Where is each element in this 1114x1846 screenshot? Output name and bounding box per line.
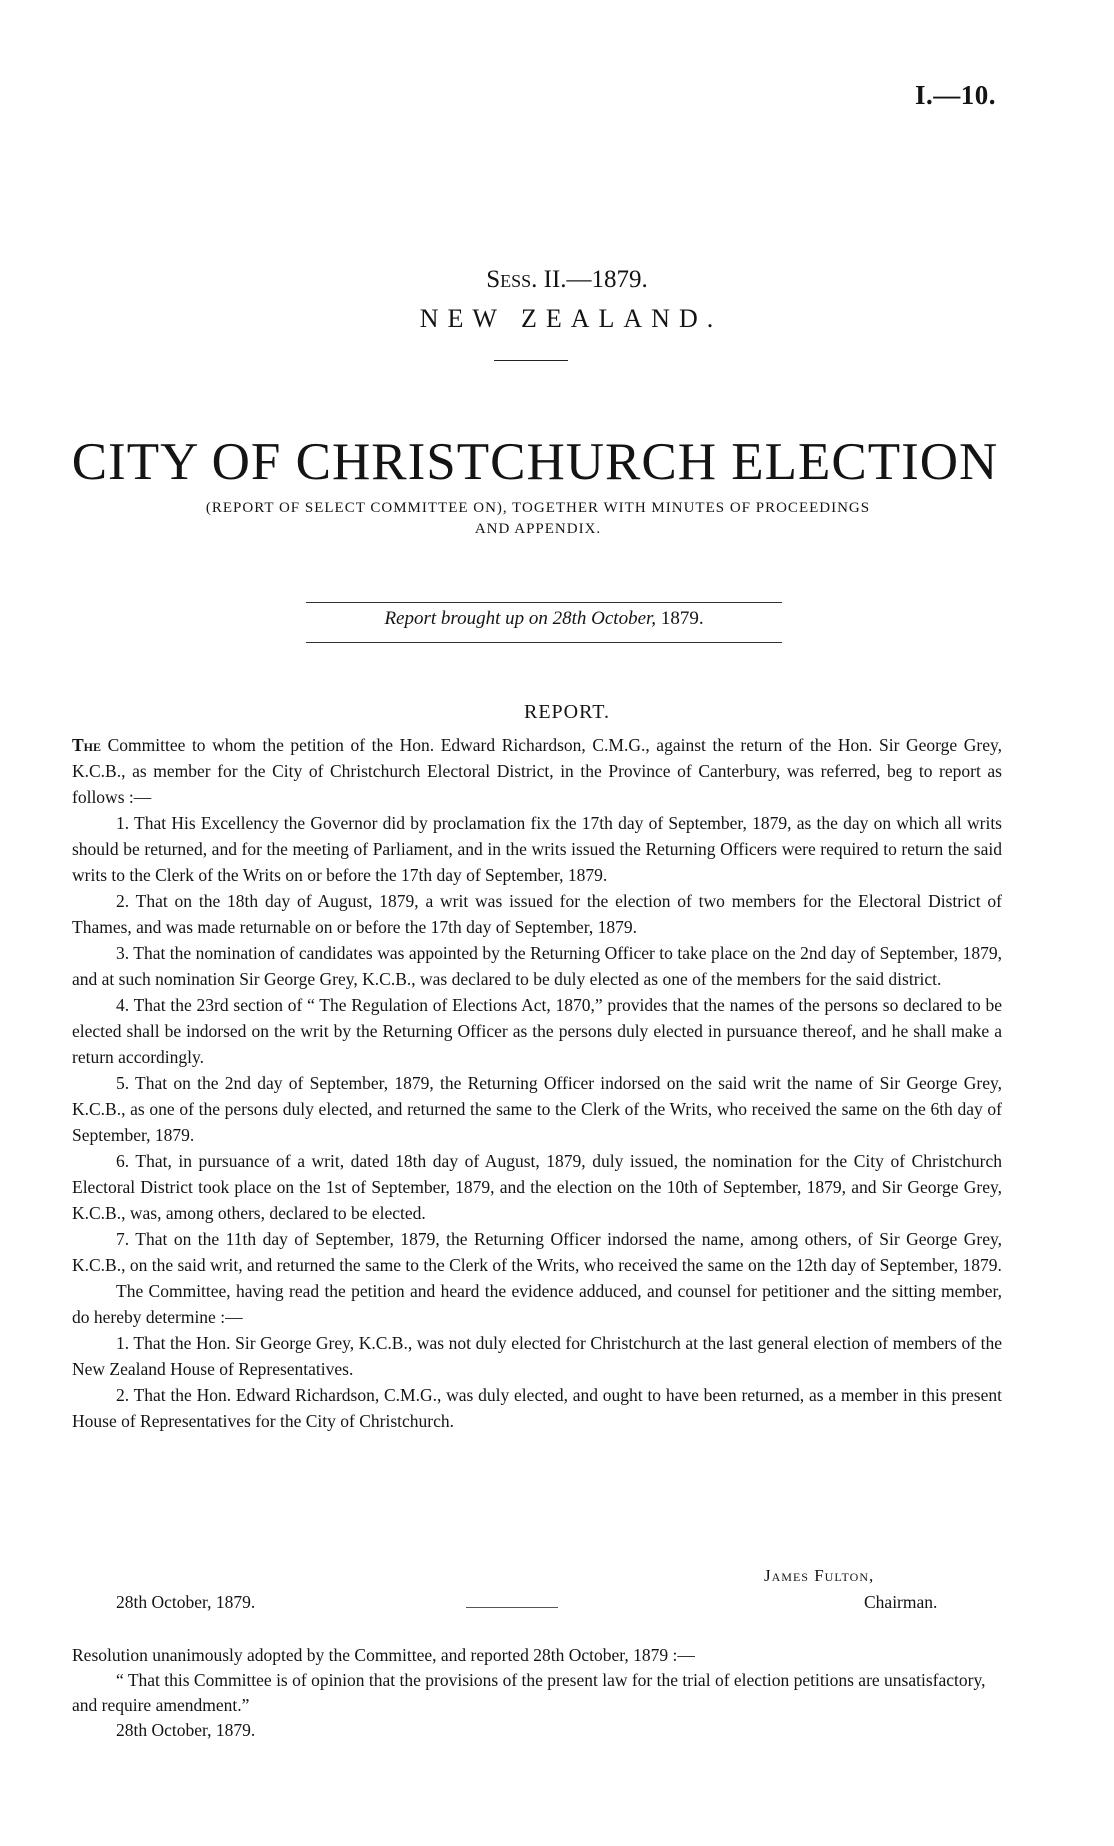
document-subtitle: [88, 498, 988, 540]
report-paragraph-3: 3. That the nomination of candidates was appointed by the Returning Officer to take place on the 2nd day of September, 1879, and at such nomination Sir George Grey, K.C.B., was declared to be duly elected as one of the members for the said district.: [72, 943, 1002, 989]
brought-up-line: [306, 608, 782, 630]
intro-text: Committee to whom the petition of the Hon. Edward Richardson, C.M.G., against the return of the Hon. Sir George Grey, K.C.B., as member for the City of Christchurch Electoral District, in the Province of Canterbury, was referred, beg to report as follows :—: [72, 735, 1002, 807]
committee-determination: The Committee, having read the petition and heard the evidence adduced, and counsel for petitioner and the sitting member, do hereby determine :—: [72, 1281, 1002, 1327]
determination-2: 2. That the Hon. Edward Richardson, C.M.G., was duly elected, and ought to have been returned, as a member in this present House of Representatives for the City of Christchurch.: [72, 1385, 1002, 1431]
signature-date: 28th October, 1879.: [116, 1592, 256, 1612]
determination-1: 1. That the Hon. Sir George Grey, K.C.B., was not duly elected for Christchurch at the last general election of members of the New Zealand House of Representatives.: [72, 1333, 1002, 1379]
session-line: [0, 266, 1114, 294]
resolution-quote-text: “ That this Committee is of opinion that the provisions of the present law for the trial of election petitions are unsatisfactory, and require amendment.”: [72, 1670, 986, 1715]
resolution-quote: [72, 1668, 1002, 1718]
intro-lead-word: The: [72, 735, 102, 755]
report-paragraph-1: 1. That His Excellency the Governor did by proclamation fix the 17th day of September, 1879, as the day on which all writs should be returned, and for the meeting of Parliament, and in the writs issued the Returning Officers were required to return the said writs to the Clerk of the Writs on or before the 17th day of September, 1879.: [72, 813, 1002, 885]
report-paragraph-7: 7. That on the 11th day of September, 1879, the Returning Officer indorsed the name, among others, of Sir George Grey, K.C.B., on the said writ, and returned the same to the Clerk of the Writs, who received the same on the 12th day of September, 1879.: [72, 1229, 1002, 1275]
resolution-line: Resolution unanimously adopted by the Committee, and reported 28th October, 1879 :—: [72, 1645, 695, 1665]
report-intro: [72, 732, 1002, 810]
subtitle-line-1: (REPORT OF SELECT COMMITTEE ON), TOGETHER WITH MINUTES OF PROCEEDINGS: [205, 500, 871, 516]
report-paragraph-5: 5. That on the 2nd day of September, 1879, the Returning Officer indorsed on the said writ the name of Sir George Grey, K.C.B., as one of the persons duly elected, and returned the same to the Clerk of the Writs, who received the same on the 6th day of September, 1879.: [72, 1073, 1002, 1145]
resolution-block: [72, 1643, 1002, 1743]
brought-up-rule-top: [306, 602, 782, 603]
brought-up-italic: Report brought up on 28th October,: [384, 608, 657, 629]
brought-up-year: 1879.: [656, 608, 704, 629]
short-divider: [494, 360, 568, 361]
report-paragraph-4: 4. That the 23rd section of “ The Regulation of Elections Act, 1870,” provides that the names of the persons so declared to be elected shall be indorsed on the writ by the Returning Officer as the persons duly elected in pursuance thereof, and he shall make a return accordingly.: [72, 995, 1002, 1067]
page-identifier: I.—10.: [914, 80, 996, 110]
session-abbr: Sess.: [486, 266, 538, 293]
report-heading: REPORT.: [524, 701, 610, 723]
brought-up-rule-bottom: [306, 642, 782, 643]
country-heading: NEW ZEALAND.: [419, 304, 723, 333]
session-year: II.—1879.: [537, 266, 648, 293]
signature-divider: [466, 1607, 558, 1608]
chairman-title: Chairman.: [864, 1592, 938, 1612]
report-body: [72, 732, 1002, 1434]
report-paragraph-6: 6. That, in pursuance of a writ, dated 18th day of August, 1879, duly issued, the nomination for the City of Christchurch Electoral District took place on the 1st of September, 1879, and the election on the 10th of September, 1879, and Sir George Grey, K.C.B., was, among others, declared to be elected.: [72, 1151, 1002, 1223]
document-title: CITY OF CHRISTCHURCH ELECTION: [71, 433, 999, 491]
chairman-name: James Fulton,: [764, 1566, 875, 1585]
subtitle-line-2: AND APPENDIX.: [474, 521, 602, 537]
report-paragraph-2: 2. That on the 18th day of August, 1879, a writ was issued for the election of two members for the Electoral District of Thames, and was made returnable on or before the 17th day of September, 1879.: [72, 891, 1002, 937]
resolution-date: 28th October, 1879.: [116, 1720, 256, 1740]
